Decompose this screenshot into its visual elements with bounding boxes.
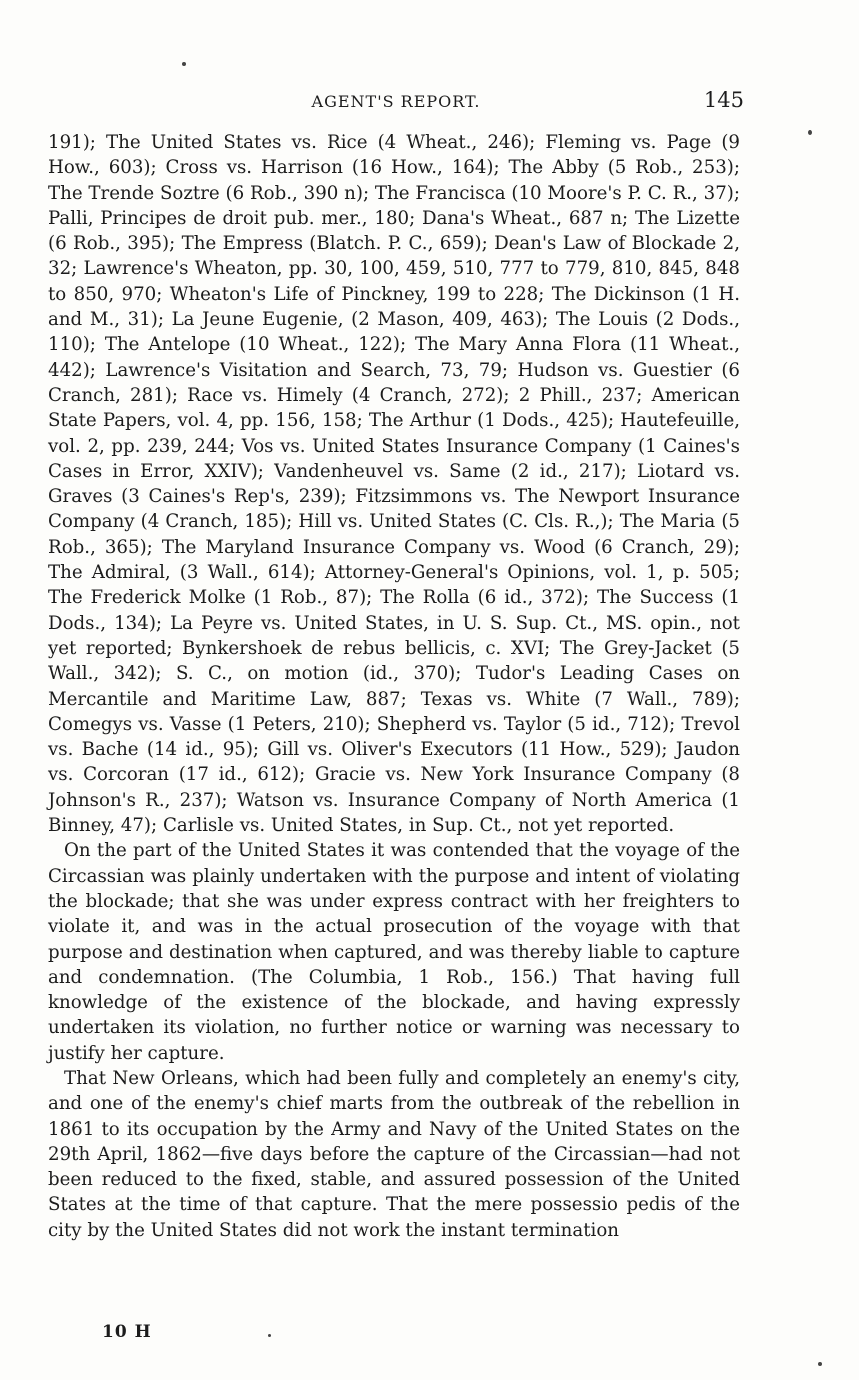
- page-header: [48, 88, 744, 118]
- scan-speck: [818, 1362, 822, 1366]
- body-text: [48, 130, 740, 1243]
- argument-paragraph: On the part of the United States it was contended that the voyage of the Circassian was plainly undertaken with the purpose and intent of violating the blockade; that she was under express contract with her freighters to violate it, and was in the actual prosecution of the voyage with that purpose and destination when captured, and was thereby liable to capture and condemnation. (The Columbia, 1 Rob., 156.) That having full knowledge of the existence of the blockade, and having expressly undertaken its violation, no further notice or warning was necessary to justify her capture.: [48, 840, 740, 1064]
- citation-paragraph: 191); The United States vs. Rice (4 Wheat., 246); Fleming vs. Page (9 How., 603); Cross vs. Harrison (16 How., 164); The Abby (5 Rob., 253); The Trende Soztre (6 Rob., 390 n); The Francisca (10 Moore's P. C. R., 37); Palli, Principes de droit pub. mer., 180; Dana's Wheat., 687 n; The Lizette (6 Rob., 395); The Empress (Blatch. P. C., 659); Dean's Law of Blockade 2, 32; Lawrence's Wheaton, pp. 30, 100, 459, 510, 777 to 779, 810, 845, 848 to 850, 970; Wheaton's Life of Pinckney, 199 to 228; The Dickinson (1 H. and M., 31); La Jeune Eugenie, (2 Mason, 409, 463); The Louis (2 Dods., 110); The Antelope (10 Wheat., 122); The Mary Anna Flora (11 Wheat., 442); Lawrence's Visitation and Search, 73, 79; Hudson vs. Guestier (6 Cranch, 281); Race vs. Himely (4 Cranch, 272); 2 Phill., 237; American State Papers, vol. 4, pp. 156, 158; The Arthur (1 Dods., 425); Hautefeuille, vol. 2, pp. 239, 244; Vos vs. United States Insurance Company (1 Caines's Cases in Error, XXIV); Vandenheuvel vs. Same (2 id., 217); Liotard vs. Graves (3 Caines's Rep's, 239); Fitzsimmons vs. The Newport Insurance Company (4 Cranch, 185); Hill vs. United States (C. Cls. R.,); The Maria (5 Rob., 365); The Maryland Insurance Company vs. Wood (6 Cranch, 29); The Admiral, (3 Wall., 614); Attorney-General's Opinions, vol. 1, p. 505; The Frederick Molke (1 Rob., 87); The Rolla (6 id., 372); The Success (1 Dods., 134); La Peyre vs. United States, in U. S. Sup. Ct., MS. opin., not yet reported; Bynkershoek de rebus bellicis, c. XVI; The Grey-Jacket (5 Wall., 342); S. C., on motion (id., 370); Tudor's Leading Cases on Mercantile and Maritime Law, 887; Texas vs. White (7 Wall., 789); Comegys vs. Vasse (1 Peters, 210); Shepherd vs. Taylor (5 id., 712); Trevol vs. Bache (14 id., 95); Gill vs. Oliver's Executors (11 How., 529); Jaudon vs. Corcoran (17 id., 612); Gracie vs. New York Insurance Company (8 Johnson's R., 237); Watson vs. Insurance Company of North America (1 Binney, 47); Carlisle vs. United States, in Sup. Ct., not yet reported.: [48, 132, 740, 837]
- scan-speck: [268, 1334, 271, 1337]
- scan-speck: [182, 62, 186, 66]
- page-number: 145: [703, 88, 744, 112]
- running-head: AGENT'S REPORT.: [311, 92, 481, 111]
- scan-speck: [808, 130, 812, 135]
- new-orleans-paragraph: That New Orleans, which had been fully and completely an enemy's city, and one of the enemy's chief marts from the outbreak of the rebellion in 1861 to its occupation by the Army and Navy of the United States on the 29th April, 1862—five days before the capture of the Circassian—had not been reduced to the fixed, stable, and assured possession of the United States at the time of that capture. That the mere possessio pedis of the city by the United States did not work the instant termination: [48, 1067, 740, 1241]
- signature-mark: 10 H: [102, 1322, 152, 1342]
